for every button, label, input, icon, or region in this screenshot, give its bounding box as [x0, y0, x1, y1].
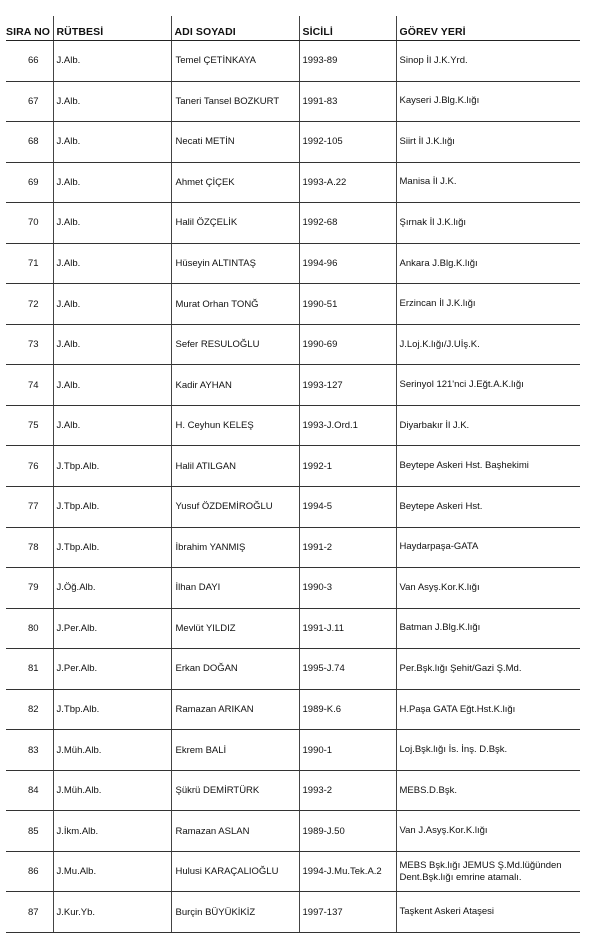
table-row	[6, 81, 580, 122]
cell-rank: J.Alb.	[53, 284, 171, 325]
cell-rank: J.Alb.	[53, 162, 171, 203]
cell-name: İlhan DAYI	[171, 568, 299, 609]
cell-registry: 1997-137	[299, 892, 396, 933]
cell-registry: 1991-J.11	[299, 608, 396, 649]
cell-name: Yusuf ÖZDEMİROĞLU	[171, 487, 299, 528]
cell-registry: 1989-K.6	[299, 689, 396, 730]
cell-registry: 1992-1	[299, 446, 396, 487]
table-row	[6, 41, 580, 82]
cell-name: Halil ATILGAN	[171, 446, 299, 487]
cell-no: 68	[6, 122, 53, 163]
cell-duty: Van J.Asyş.Kor.K.lığı	[396, 811, 580, 852]
table-row	[6, 203, 580, 244]
table-row	[6, 446, 580, 487]
cell-registry: 1993-2	[299, 770, 396, 811]
cell-name: Ahmet ÇİÇEK	[171, 162, 299, 203]
header-duty: GÖREV YERİ	[396, 16, 580, 41]
cell-duty: Sinop İl J.K.Yrd.	[396, 41, 580, 82]
cell-duty: Per.Bşk.lığı Şehit/Gazi Ş.Md.	[396, 649, 580, 690]
cell-name: Ekrem BALİ	[171, 730, 299, 771]
table-row	[6, 324, 580, 365]
cell-name: Necati METİN	[171, 122, 299, 163]
cell-no: 86	[6, 851, 53, 892]
cell-duty: Van Asyş.Kor.K.lığı	[396, 568, 580, 609]
cell-registry: 1990-3	[299, 568, 396, 609]
table-row	[6, 568, 580, 609]
cell-duty: H.Paşa GATA Eğt.Hst.K.lığı	[396, 689, 580, 730]
cell-no: 84	[6, 770, 53, 811]
cell-name: İbrahim YANMIŞ	[171, 527, 299, 568]
cell-rank: J.Müh.Alb.	[53, 770, 171, 811]
cell-duty: Kayseri J.Blg.K.lığı	[396, 81, 580, 122]
header-rank: RÜTBESİ	[53, 16, 171, 41]
cell-registry: 1992-105	[299, 122, 396, 163]
cell-no: 77	[6, 487, 53, 528]
table-row	[6, 649, 580, 690]
cell-duty: Taşkent Askeri Ataşesi	[396, 892, 580, 933]
cell-name: H. Ceyhun KELEŞ	[171, 405, 299, 446]
cell-name: Hüseyin ALTINTAŞ	[171, 243, 299, 284]
cell-name: Mevlüt YILDIZ	[171, 608, 299, 649]
cell-no: 75	[6, 405, 53, 446]
cell-rank: J.Alb.	[53, 405, 171, 446]
cell-registry: 1994-5	[299, 487, 396, 528]
cell-name: Sefer RESULOĞLU	[171, 324, 299, 365]
table-row	[6, 689, 580, 730]
cell-rank: J.Per.Alb.	[53, 608, 171, 649]
table-row	[6, 851, 580, 892]
cell-rank: J.Alb.	[53, 203, 171, 244]
table-row	[6, 730, 580, 771]
cell-no: 85	[6, 811, 53, 852]
cell-no: 81	[6, 649, 53, 690]
cell-no: 69	[6, 162, 53, 203]
cell-registry: 1994-J.Mu.Tek.A.2	[299, 851, 396, 892]
cell-duty: Serinyol 121'nci J.Eğt.A.K.lığı	[396, 365, 580, 406]
cell-registry: 1990-69	[299, 324, 396, 365]
table-row	[6, 487, 580, 528]
cell-no: 76	[6, 446, 53, 487]
cell-rank: J.Öğ.Alb.	[53, 568, 171, 609]
cell-no: 73	[6, 324, 53, 365]
cell-duty: MEBS.D.Bşk.	[396, 770, 580, 811]
cell-name: Halil ÖZÇELİK	[171, 203, 299, 244]
header-registry: SİCİLİ	[299, 16, 396, 41]
cell-registry: 1991-83	[299, 81, 396, 122]
cell-registry: 1993-A.22	[299, 162, 396, 203]
cell-registry: 1990-51	[299, 284, 396, 325]
cell-no: 66	[6, 41, 53, 82]
cell-no: 79	[6, 568, 53, 609]
cell-name: Şükrü DEMİRTÜRK	[171, 770, 299, 811]
cell-no: 82	[6, 689, 53, 730]
cell-name: Murat Orhan TONĞ	[171, 284, 299, 325]
cell-duty: Batman J.Blg.K.lığı	[396, 608, 580, 649]
cell-duty: Loj.Bşk.lığı İs. İnş. D.Bşk.	[396, 730, 580, 771]
cell-duty: Diyarbakır İl J.K.	[396, 405, 580, 446]
cell-name: Taneri Tansel BOZKURT	[171, 81, 299, 122]
cell-rank: J.Tbp.Alb.	[53, 446, 171, 487]
cell-duty: Siirt İl J.K.lığı	[396, 122, 580, 163]
cell-duty: Manisa İl J.K.	[396, 162, 580, 203]
cell-rank: J.Alb.	[53, 81, 171, 122]
cell-duty: Beytepe Askeri Hst.	[396, 487, 580, 528]
table-row	[6, 365, 580, 406]
table-body	[6, 41, 580, 933]
table-row	[6, 770, 580, 811]
cell-rank: J.Alb.	[53, 365, 171, 406]
table-row	[6, 243, 580, 284]
cell-registry: 1991-2	[299, 527, 396, 568]
cell-duty: Haydarpaşa-GATA	[396, 527, 580, 568]
cell-rank: J.Alb.	[53, 41, 171, 82]
cell-duty: Erzincan İl J.K.lığı	[396, 284, 580, 325]
header-name: ADI SOYADI	[171, 16, 299, 41]
cell-rank: J.Tbp.Alb.	[53, 527, 171, 568]
cell-no: 70	[6, 203, 53, 244]
cell-rank: J.Müh.Alb.	[53, 730, 171, 771]
cell-name: Erkan DOĞAN	[171, 649, 299, 690]
cell-registry: 1993-J.Ord.1	[299, 405, 396, 446]
table-row	[6, 405, 580, 446]
cell-registry: 1990-1	[299, 730, 396, 771]
cell-name: Ramazan ASLAN	[171, 811, 299, 852]
cell-no: 74	[6, 365, 53, 406]
cell-rank: J.Alb.	[53, 324, 171, 365]
cell-duty: MEBS Bşk.lığı JEMUS Ş.Md.lüğünden Dent.Bşk.lığı emrine atamalı.	[396, 851, 580, 892]
cell-rank: J.Mu.Alb.	[53, 851, 171, 892]
header-no: SIRA NO	[6, 16, 53, 41]
cell-duty: Şırnak İl J.K.lığı	[396, 203, 580, 244]
cell-registry: 1994-96	[299, 243, 396, 284]
header-row	[6, 16, 580, 41]
table-row	[6, 162, 580, 203]
cell-registry: 1992-68	[299, 203, 396, 244]
table-row	[6, 284, 580, 325]
table-header	[6, 16, 580, 41]
personnel-table	[6, 16, 580, 933]
cell-no: 67	[6, 81, 53, 122]
cell-duty: J.Loj.K.lığı/J.Uİş.K.	[396, 324, 580, 365]
table-row	[6, 892, 580, 933]
cell-duty: Ankara J.Blg.K.lığı	[396, 243, 580, 284]
cell-no: 78	[6, 527, 53, 568]
table-row	[6, 122, 580, 163]
cell-rank: J.İkm.Alb.	[53, 811, 171, 852]
cell-name: Kadir AYHAN	[171, 365, 299, 406]
cell-registry: 1995-J.74	[299, 649, 396, 690]
cell-no: 87	[6, 892, 53, 933]
cell-rank: J.Tbp.Alb.	[53, 689, 171, 730]
cell-no: 80	[6, 608, 53, 649]
cell-registry: 1989-J.50	[299, 811, 396, 852]
cell-registry: 1993-89	[299, 41, 396, 82]
cell-rank: J.Alb.	[53, 122, 171, 163]
cell-rank: J.Tbp.Alb.	[53, 487, 171, 528]
cell-registry: 1993-127	[299, 365, 396, 406]
cell-name: Hulusi KARAÇALIOĞLU	[171, 851, 299, 892]
table-row	[6, 527, 580, 568]
table-row	[6, 608, 580, 649]
cell-no: 72	[6, 284, 53, 325]
cell-no: 71	[6, 243, 53, 284]
cell-rank: J.Kur.Yb.	[53, 892, 171, 933]
cell-duty: Beytepe Askeri Hst. Başhekimi	[396, 446, 580, 487]
cell-name: Ramazan ARIKAN	[171, 689, 299, 730]
cell-no: 83	[6, 730, 53, 771]
cell-name: Burçin BÜYÜKİKİZ	[171, 892, 299, 933]
cell-name: Temel ÇETİNKAYA	[171, 41, 299, 82]
cell-rank: J.Per.Alb.	[53, 649, 171, 690]
table-row	[6, 811, 580, 852]
cell-rank: J.Alb.	[53, 243, 171, 284]
